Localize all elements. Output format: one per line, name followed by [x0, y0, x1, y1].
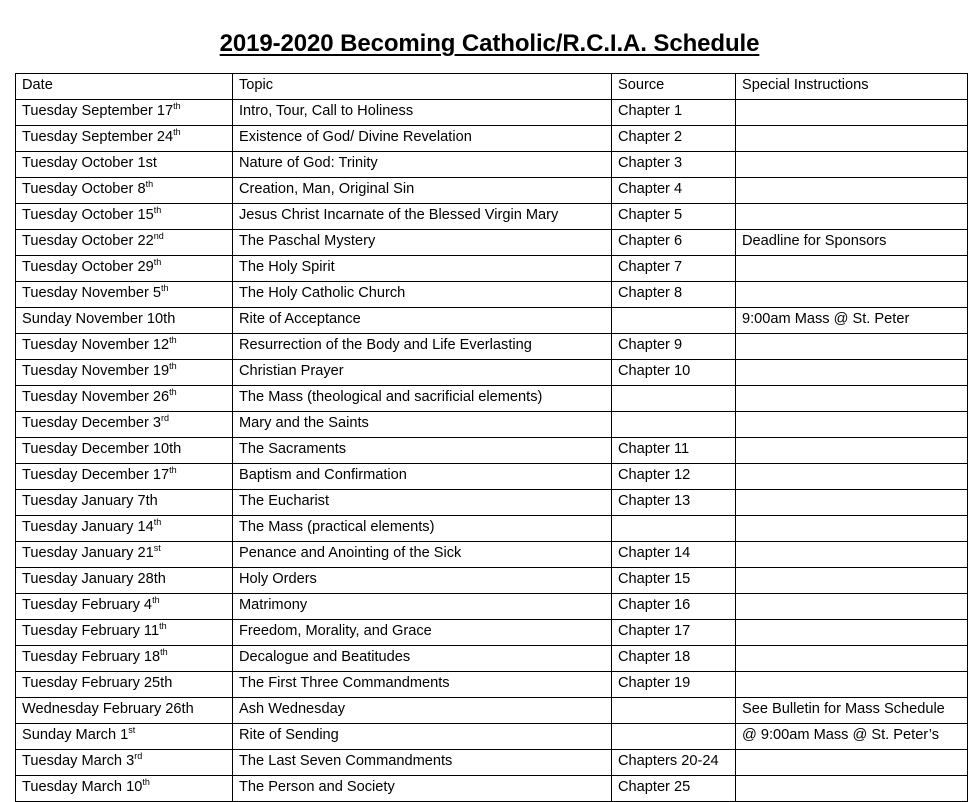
cell-special-instructions	[736, 464, 968, 490]
cell-source: Chapter 10	[612, 360, 736, 386]
cell-topic: Creation, Man, Original Sin	[233, 178, 612, 204]
table-row	[16, 594, 968, 620]
cell-date: Tuesday March 10th	[16, 776, 233, 802]
cell-special-instructions	[736, 282, 968, 308]
cell-date: Sunday November 10th	[16, 308, 233, 334]
cell-special-instructions: See Bulletin for Mass Schedule	[736, 698, 968, 724]
cell-topic: Rite of Acceptance	[233, 308, 612, 334]
table-row	[16, 620, 968, 646]
cell-topic: Rite of Sending	[233, 724, 612, 750]
cell-topic: The Last Seven Commandments	[233, 750, 612, 776]
date-ordinal-suffix: th	[169, 361, 177, 372]
cell-source	[612, 724, 736, 750]
cell-topic: Freedom, Morality, and Grace	[233, 620, 612, 646]
cell-topic: The Holy Spirit	[233, 256, 612, 282]
column-header-date: Date	[16, 74, 233, 100]
cell-special-instructions	[736, 178, 968, 204]
cell-date: Tuesday February 18th	[16, 646, 233, 672]
cell-topic: The Person and Society	[233, 776, 612, 802]
cell-source: Chapter 19	[612, 672, 736, 698]
cell-special-instructions	[736, 438, 968, 464]
cell-topic: Penance and Anointing of the Sick	[233, 542, 612, 568]
cell-source: Chapter 2	[612, 126, 736, 152]
table-row	[16, 308, 968, 334]
cell-date: Tuesday November 5th	[16, 282, 233, 308]
cell-date: Tuesday January 14th	[16, 516, 233, 542]
page-title: 2019-2020 Becoming Catholic/R.C.I.A. Schedule	[219, 30, 760, 58]
table-header	[16, 74, 968, 100]
cell-source	[612, 308, 736, 334]
cell-topic: The Holy Catholic Church	[233, 282, 612, 308]
cell-topic: Nature of God: Trinity	[233, 152, 612, 178]
cell-date: Tuesday December 10th	[16, 438, 233, 464]
column-header-source: Source	[612, 74, 736, 100]
cell-source: Chapter 14	[612, 542, 736, 568]
cell-source: Chapters 20-24	[612, 750, 736, 776]
column-header-topic: Topic	[233, 74, 612, 100]
cell-date: Tuesday February 11th	[16, 620, 233, 646]
cell-source: Chapter 12	[612, 464, 736, 490]
cell-date: Tuesday February 4th	[16, 594, 233, 620]
page-title-container	[0, 14, 979, 74]
table-row	[16, 698, 968, 724]
cell-date: Sunday March 1st	[16, 724, 233, 750]
table-row	[16, 282, 968, 308]
cell-special-instructions	[736, 412, 968, 438]
cell-topic: Baptism and Confirmation	[233, 464, 612, 490]
date-ordinal-suffix: st	[128, 725, 136, 736]
table-row	[16, 490, 968, 516]
cell-topic: Intro, Tour, Call to Holiness	[233, 100, 612, 126]
cell-source: Chapter 8	[612, 282, 736, 308]
table-row	[16, 386, 968, 412]
cell-special-instructions	[736, 542, 968, 568]
cell-date: Tuesday October 8th	[16, 178, 233, 204]
date-ordinal-suffix: th	[160, 647, 168, 658]
date-ordinal-suffix: th	[145, 179, 154, 190]
date-ordinal-suffix: rd	[134, 751, 143, 762]
cell-source: Chapter 18	[612, 646, 736, 672]
cell-date: Tuesday September 17th	[16, 100, 233, 126]
table-header-row	[16, 74, 968, 100]
date-ordinal-suffix: th	[173, 101, 181, 112]
cell-source: Chapter 16	[612, 594, 736, 620]
date-ordinal-suffix: th	[142, 777, 150, 788]
cell-date: Tuesday January 21st	[16, 542, 233, 568]
cell-topic: Christian Prayer	[233, 360, 612, 386]
cell-date: Tuesday October 29th	[16, 256, 233, 282]
cell-source: Chapter 7	[612, 256, 736, 282]
cell-source: Chapter 13	[612, 490, 736, 516]
cell-source: Chapter 15	[612, 568, 736, 594]
table-row	[16, 672, 968, 698]
cell-date: Tuesday March 3rd	[16, 750, 233, 776]
table-row	[16, 776, 968, 802]
cell-source: Chapter 4	[612, 178, 736, 204]
date-ordinal-suffix: rd	[160, 413, 170, 424]
date-ordinal-suffix: st	[153, 543, 161, 554]
cell-special-instructions: Deadline for Sponsors	[736, 230, 968, 256]
table-row	[16, 100, 968, 126]
table-row	[16, 750, 968, 776]
cell-source	[612, 412, 736, 438]
cell-special-instructions	[736, 672, 968, 698]
cell-special-instructions	[736, 126, 968, 152]
cell-special-instructions	[736, 750, 968, 776]
cell-date: Tuesday October 15th	[16, 204, 233, 230]
table-row	[16, 646, 968, 672]
cell-topic: Resurrection of the Body and Life Everlasting	[233, 334, 612, 360]
cell-special-instructions	[736, 386, 968, 412]
cell-source	[612, 386, 736, 412]
cell-topic: The Eucharist	[233, 490, 612, 516]
cell-date: Tuesday September 24th	[16, 126, 233, 152]
date-ordinal-suffix: th	[169, 387, 177, 398]
table-row	[16, 204, 968, 230]
cell-date: Tuesday November 12th	[16, 334, 233, 360]
cell-date: Tuesday February 25th	[16, 672, 233, 698]
cell-topic: Jesus Christ Incarnate of the Blessed Virgin Mary	[233, 204, 612, 230]
cell-special-instructions	[736, 620, 968, 646]
schedule-table	[15, 73, 968, 802]
cell-source: Chapter 25	[612, 776, 736, 802]
date-ordinal-suffix: th	[153, 517, 162, 528]
cell-source: Chapter 3	[612, 152, 736, 178]
cell-source: Chapter 1	[612, 100, 736, 126]
cell-topic: The First Three Commandments	[233, 672, 612, 698]
schedule-table-container	[15, 73, 967, 802]
table-row	[16, 178, 968, 204]
cell-special-instructions	[736, 152, 968, 178]
cell-special-instructions	[736, 334, 968, 360]
date-ordinal-suffix: th	[169, 335, 177, 346]
table-row	[16, 230, 968, 256]
cell-special-instructions	[736, 100, 968, 126]
cell-topic: Existence of God/ Divine Revelation	[233, 126, 612, 152]
cell-date: Tuesday December 17th	[16, 464, 233, 490]
cell-topic: Ash Wednesday	[233, 698, 612, 724]
cell-date: Tuesday January 7th	[16, 490, 233, 516]
cell-special-instructions	[736, 204, 968, 230]
cell-date: Tuesday November 19th	[16, 360, 233, 386]
cell-source	[612, 698, 736, 724]
table-row	[16, 256, 968, 282]
table-row	[16, 126, 968, 152]
table-row	[16, 724, 968, 750]
table-row	[16, 152, 968, 178]
cell-special-instructions	[736, 516, 968, 542]
date-ordinal-suffix: th	[169, 465, 177, 476]
table-row	[16, 334, 968, 360]
cell-date: Tuesday October 22nd	[16, 230, 233, 256]
cell-special-instructions	[736, 776, 968, 802]
table-body	[16, 100, 968, 802]
cell-source: Chapter 17	[612, 620, 736, 646]
cell-source: Chapter 6	[612, 230, 736, 256]
table-row	[16, 360, 968, 386]
cell-special-instructions: 9:00am Mass @ St. Peter	[736, 308, 968, 334]
cell-date: Wednesday February 26th	[16, 698, 233, 724]
cell-date: Tuesday November 26th	[16, 386, 233, 412]
date-ordinal-suffix: th	[152, 595, 160, 606]
cell-special-instructions	[736, 360, 968, 386]
cell-special-instructions	[736, 256, 968, 282]
cell-special-instructions: @ 9:00am Mass @ St. Peter’s	[736, 724, 968, 750]
table-row	[16, 568, 968, 594]
date-ordinal-suffix: th	[160, 283, 169, 294]
date-ordinal-suffix: th	[159, 621, 167, 632]
table-row	[16, 542, 968, 568]
date-ordinal-suffix: nd	[153, 231, 164, 242]
cell-source: Chapter 5	[612, 204, 736, 230]
date-ordinal-suffix: th	[173, 127, 181, 138]
cell-date: Tuesday October 1st	[16, 152, 233, 178]
table-row	[16, 516, 968, 542]
table-row	[16, 438, 968, 464]
cell-special-instructions	[736, 594, 968, 620]
table-row	[16, 412, 968, 438]
cell-special-instructions	[736, 646, 968, 672]
cell-topic: The Paschal Mystery	[233, 230, 612, 256]
cell-topic: The Mass (theological and sacrificial elements)	[233, 386, 612, 412]
date-ordinal-suffix: th	[153, 257, 162, 268]
cell-topic: The Sacraments	[233, 438, 612, 464]
cell-topic: The Mass (practical elements)	[233, 516, 612, 542]
cell-date: Tuesday January 28th	[16, 568, 233, 594]
cell-source	[612, 516, 736, 542]
cell-special-instructions	[736, 490, 968, 516]
table-row	[16, 464, 968, 490]
column-header-special: Special Instructions	[736, 74, 968, 100]
cell-topic: Mary and the Saints	[233, 412, 612, 438]
cell-special-instructions	[736, 568, 968, 594]
cell-date: Tuesday December 3rd	[16, 412, 233, 438]
cell-topic: Matrimony	[233, 594, 612, 620]
cell-topic: Holy Orders	[233, 568, 612, 594]
cell-topic: Decalogue and Beatitudes	[233, 646, 612, 672]
cell-source: Chapter 11	[612, 438, 736, 464]
cell-source: Chapter 9	[612, 334, 736, 360]
date-ordinal-suffix: th	[153, 205, 162, 216]
